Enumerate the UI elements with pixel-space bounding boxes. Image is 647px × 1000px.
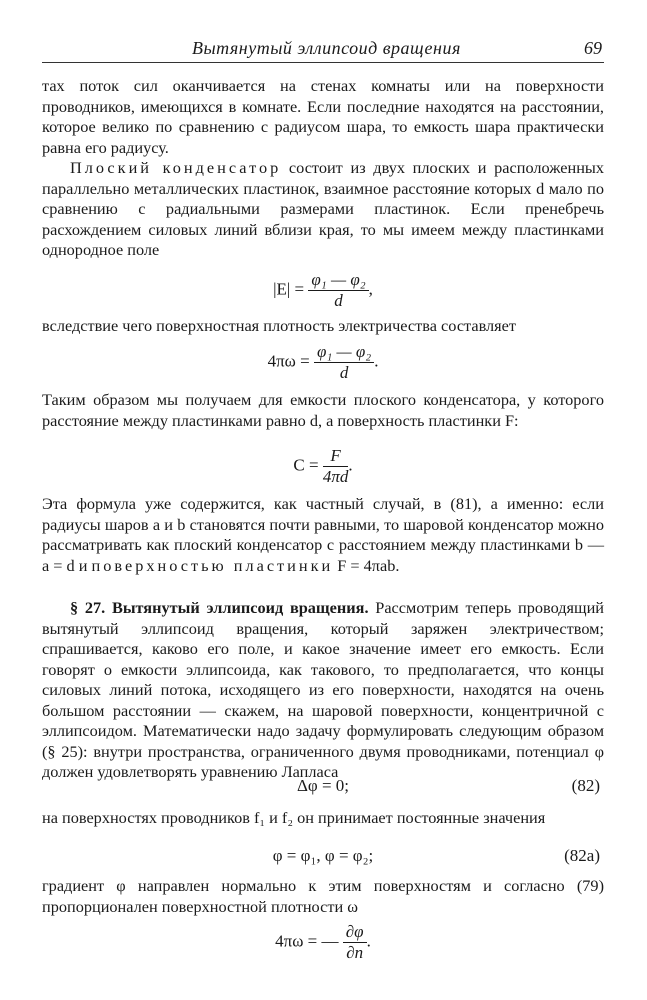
paragraph-2 bbox=[42, 158, 604, 261]
page-header bbox=[42, 36, 604, 63]
paragraph-3 bbox=[42, 316, 604, 337]
equation-field-numerator: φ₁ — φ₂ bbox=[308, 270, 368, 291]
paragraph-5-spaced: поверхностью пластинки bbox=[91, 555, 334, 575]
equation-field-fraction bbox=[308, 270, 368, 311]
equation-field-tail: , bbox=[368, 279, 373, 299]
equation-density-tail: . bbox=[374, 351, 379, 371]
equation-field bbox=[42, 270, 604, 311]
paragraph-7-text: градиент φ направлен нормально к этим поверхностям и согласно (79) пропорционален поверхностной плотности ω bbox=[42, 876, 604, 916]
paragraph-1 bbox=[42, 76, 604, 158]
running-title: Вытянутый эллипсоид вращения bbox=[192, 38, 461, 58]
equation-82-text: Δφ = 0; bbox=[296, 776, 350, 795]
paragraph-6-text: на поверхностях проводников f₁ и f₂ он принимает постоянные значения bbox=[42, 808, 546, 827]
section-text: Рассмотрим теперь проводящий вытянутый эллипсоид вращения, который заряжен электричеством; спрашивается, каково его поле, и какое значение имеет его емкость. Если говорят о емкости эллипсоида, как такового, то предполагается, что концы силовых линий потока, исходящего из его поверхности, находятся на очень большом расстоянии — скажем, на шаровой поверхности, концентричной с эллипсоидом. Математически надо задачу формулировать следующим образом (§ 25): внутри пространства, ограниченного двумя проводниками, потенциал φ должен удовлетворять уравнению Лапласа bbox=[42, 598, 604, 781]
paragraph-3-text: вследствие чего поверхностная плотность электричества составляет bbox=[42, 316, 517, 335]
equation-gradient-tail: . bbox=[366, 931, 371, 951]
equation-field-lhs: |E| = bbox=[273, 279, 305, 299]
equation-density bbox=[42, 342, 604, 383]
equation-field-denominator: d bbox=[334, 291, 343, 310]
equation-82-number: (82) bbox=[571, 776, 600, 795]
equation-gradient bbox=[42, 922, 604, 963]
equation-82a-number: (82a) bbox=[564, 846, 600, 865]
equation-82a-text: φ = φ₁, φ = φ₂; bbox=[272, 846, 374, 865]
paragraph-5-tail: F = 4πab. bbox=[333, 555, 400, 575]
equation-density-fraction bbox=[314, 342, 374, 383]
paragraph-7 bbox=[42, 876, 604, 917]
equation-gradient-fraction bbox=[343, 922, 367, 963]
equation-capacity-fraction bbox=[323, 446, 349, 487]
paragraph-2-text: состоит из двух плоских и расположенных параллельно металлических пластинок, взаимное расстояние которых d мало по сравнению с радиальными размерами пластинок. Если пренебречь расхождением силовых линий вблизи края, то мы имеем между пластинками однородное поле bbox=[42, 158, 604, 259]
paragraph-5 bbox=[42, 494, 604, 576]
equation-density-numerator: φ₁ — φ₂ bbox=[314, 342, 374, 363]
section-27 bbox=[42, 598, 604, 783]
paragraph-1-text: тах поток сил оканчивается на стенах комнаты или на поверхности проводников, имеющихся в комнате. Если последние находятся на расстоянии, которое велико по сравнению с радиусом шара, то емкость шара практически равна его радиусу. bbox=[42, 76, 604, 157]
equation-gradient-denominator: ∂n bbox=[346, 943, 364, 962]
equation-capacity-tail: . bbox=[348, 455, 353, 475]
paragraph-4 bbox=[42, 390, 604, 431]
equation-capacity-lhs: C = bbox=[293, 455, 319, 475]
equation-capacity-denominator: 4πd bbox=[322, 467, 349, 486]
equation-capacity bbox=[42, 446, 604, 487]
equation-density-lhs: 4πω = bbox=[267, 351, 310, 371]
equation-82 bbox=[42, 776, 604, 796]
paragraph-6 bbox=[42, 808, 604, 829]
equation-density-denominator: d bbox=[339, 363, 349, 382]
term-flat-capacitor: Плоский конденсатор bbox=[70, 158, 282, 177]
section-heading: § 27. Вытянутый эллипсоид вращения. bbox=[70, 598, 369, 617]
equation-82a bbox=[42, 846, 604, 866]
equation-gradient-numerator: ∂φ bbox=[343, 922, 367, 943]
paragraph-5-text: Эта формула уже содержится, как частный случай, в (81), а именно: если радиусы шаров a и b становятся почти равными, то шаровой конденсатор можно рассматривать как плоский конденсатор с расстоянием между пластинками b — a = d и bbox=[42, 494, 604, 575]
page-number: 69 bbox=[584, 38, 602, 58]
paragraph-4-text: Таким образом мы получаем для емкости плоского конденсатора, у которого расстояние между пластинками равно d, а поверхность пластинки F: bbox=[42, 390, 604, 430]
equation-capacity-numerator: F bbox=[323, 446, 349, 467]
equation-gradient-lhs: 4πω = — bbox=[275, 931, 339, 951]
